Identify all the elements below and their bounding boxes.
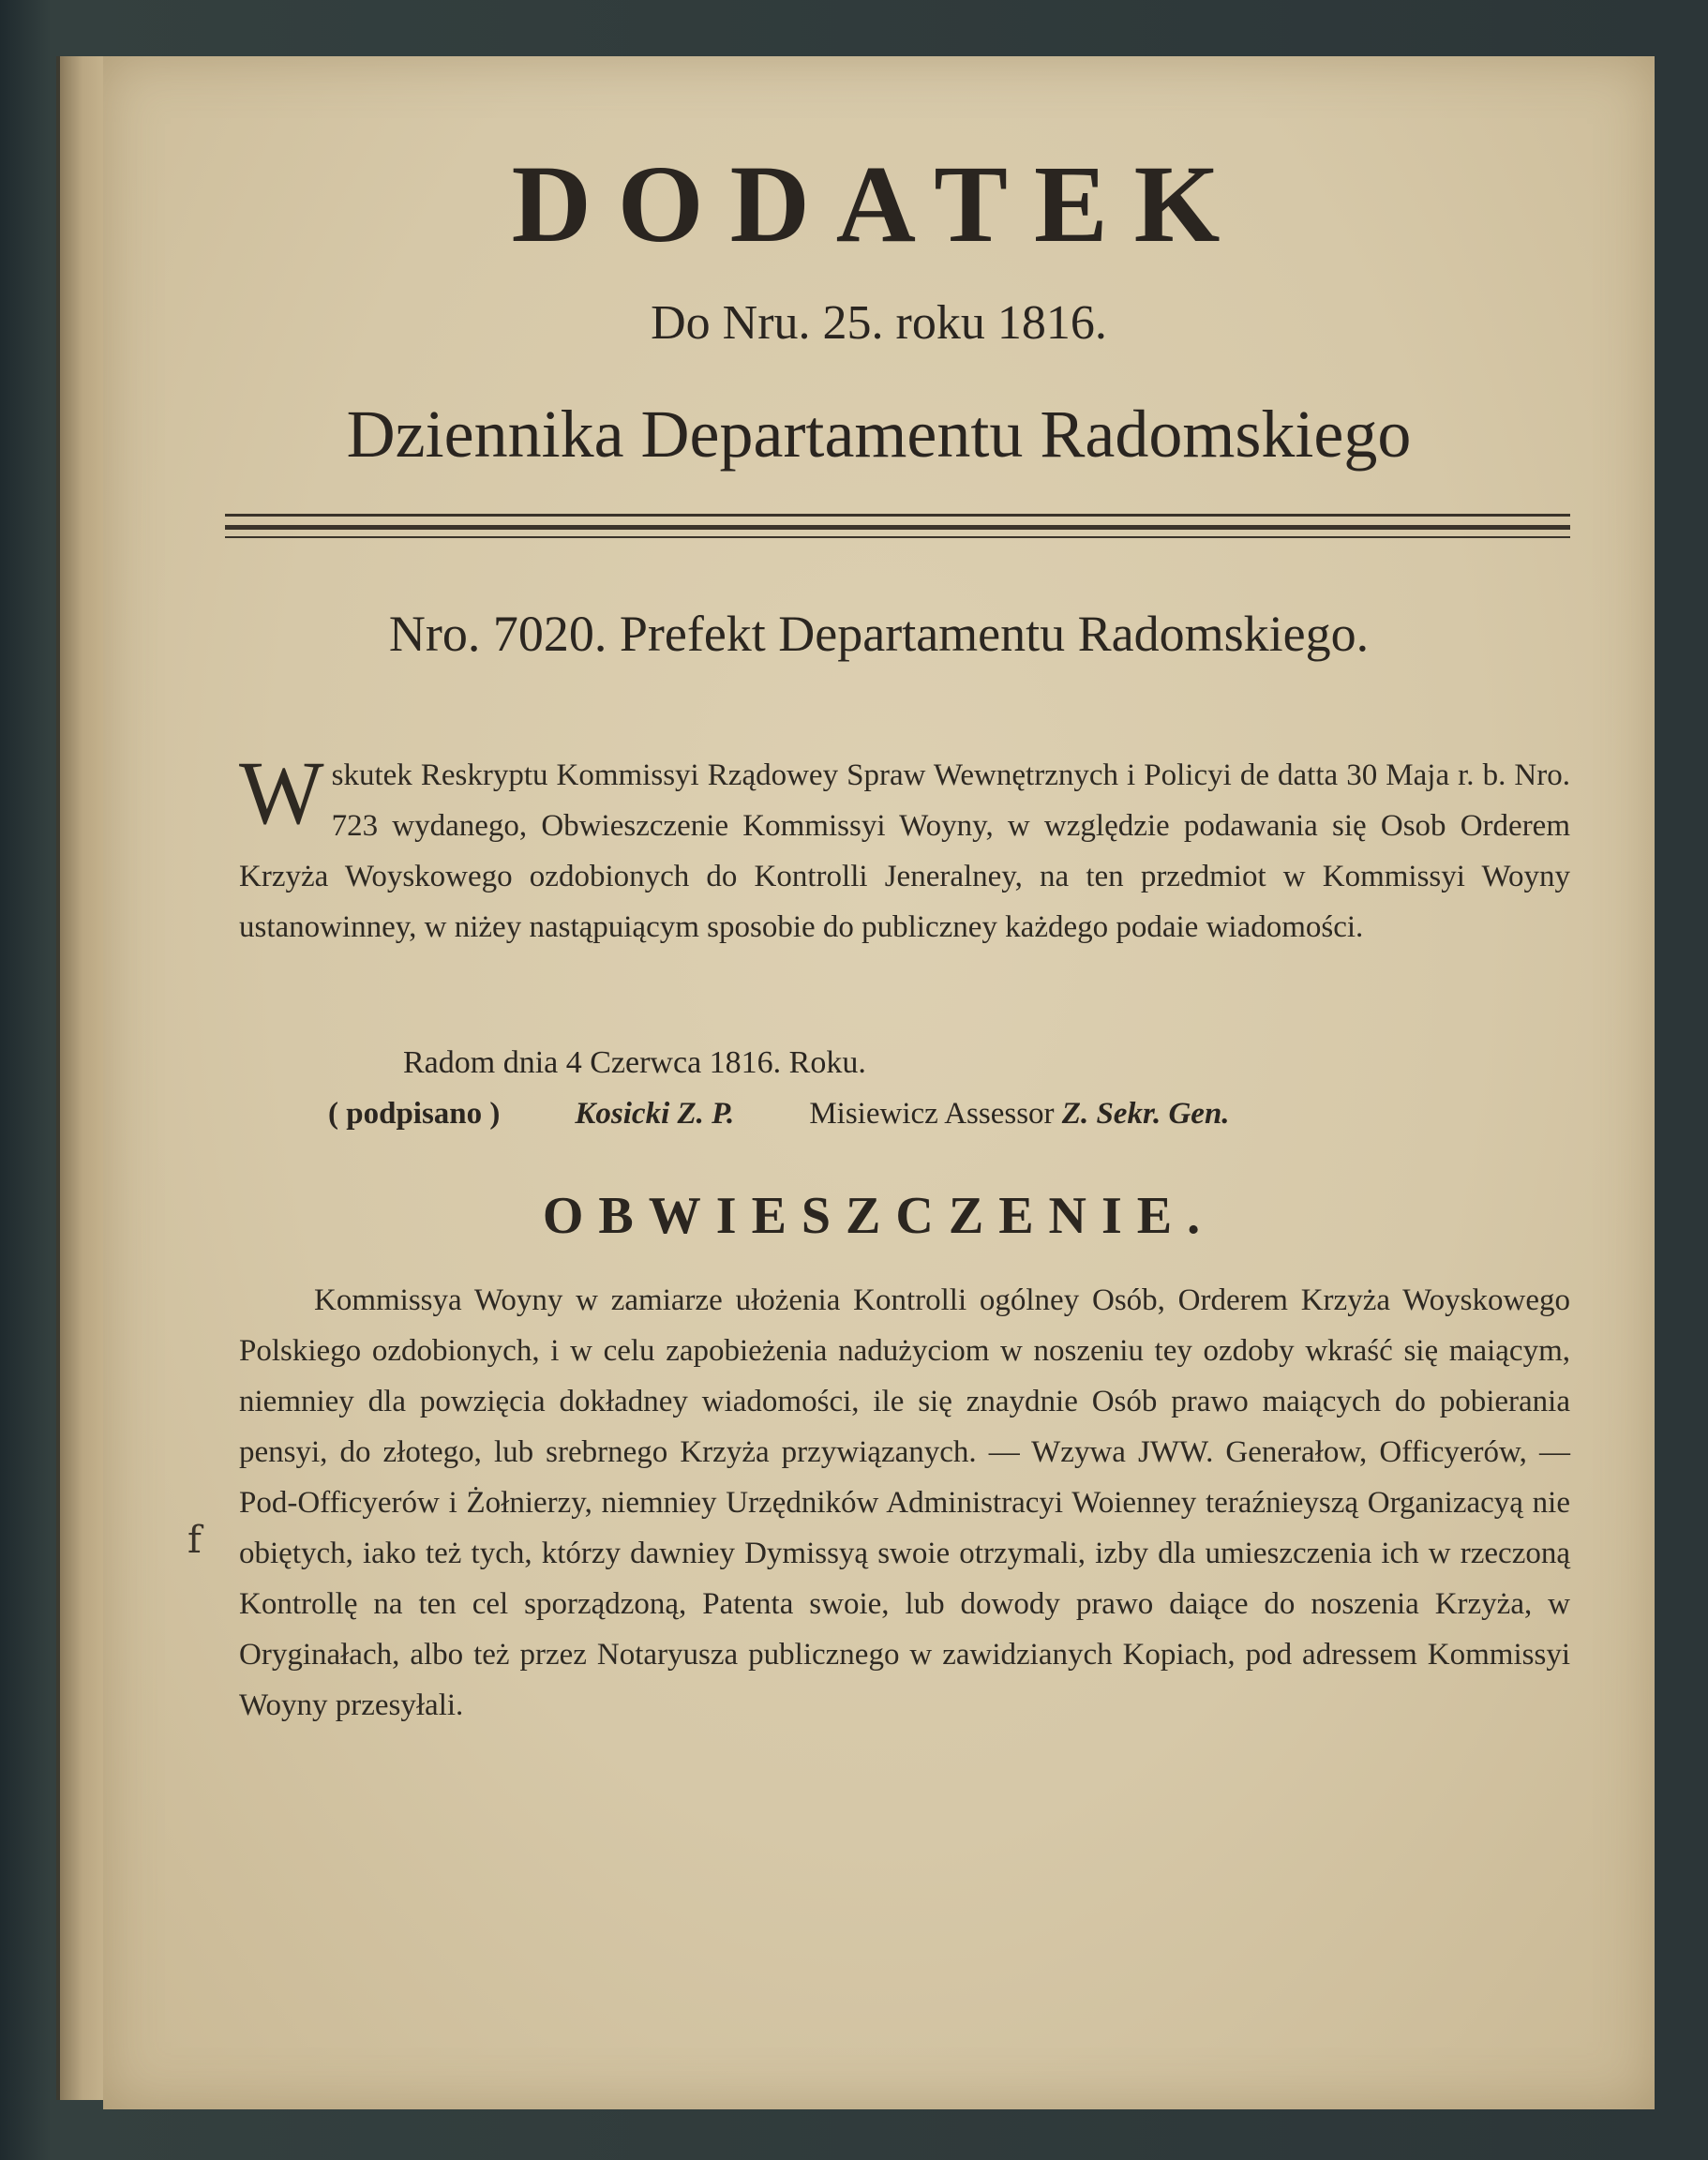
drop-cap: W <box>239 742 324 843</box>
assessor-title: Z. Sekr. Gen. <box>1061 1097 1230 1131</box>
announcement-body: Kommissya Woyny w zamiarze ułożenia Kontrolli ogólney Osób, Orderem Krzyża Woyskowego Polskiego ozdobionych, i w celu zapobieżenia nadużyciom w noszeniu tey ozdoby wkraść się maiącym, niemniey dla powzięcia dokładney wiadomości, ile się znaydnie Osób prawo maiących do pobierania pensyi, do złotego, lub srebrnego Krzyża przywiązanych. — Wzywa JWW. Generałow, Officyerów, — Pod-Officyerów i Żołnierzy, niemniey Urzędników Administracyi Woienney teraźnieyszą Organizacyą nie obiętych, iako też tych, którzy dawniey Dymissyą swoie otrzymali, izby dla umieszczenia ich w rzeczoną Kontrollę na ten cel sporządzoną, Patenta swoie, lub dowody prawo daiące do noszenia Krzyża, w Oryginałach, albo też przez Notaryusza publicznego w zawidzianych Kopiach, pod adressem Kommissyi Woyny przesyłali. <box>239 1283 1570 1722</box>
announcement-title: OBWIESZCZENIE. <box>542 1187 1216 1245</box>
document-page <box>103 56 1655 2109</box>
issue-subtitle: Do Nru. 25. roku 1816. <box>651 296 1107 350</box>
journal-name: Dziennika Departamentu Radomskiego <box>346 397 1412 472</box>
signed-label: ( podpisano ) <box>328 1097 501 1131</box>
header-rule-thin-bottom <box>225 536 1570 538</box>
place-date: Radom dnia 4 Czerwca 1816. Roku. <box>403 1045 866 1080</box>
decree-intro <box>239 742 1570 952</box>
header-rule-thin <box>225 514 1570 517</box>
signer-name: Kosicki Z. P. <box>575 1097 735 1131</box>
decree-intro-text: skutek Reskryptu Kommissyi Rządowey Spraw Wewnętrznych i Policyi de datta 30 Maja r. b. Nro. 723 wydanego, Obwieszczenie Kommissyi Woyny, w względzie podawania się Osob Orderem Krzyża Woyskowego ozdobionych do Kontrolli Jeneralney, na ten przedmiot w Kommissyi Woyny ustanowinney, w niżey nastąpuiącym sposobie do publiczney każdego podaie wiadomości. <box>239 758 1570 944</box>
assessor-name: Misiewicz Assessor <box>809 1097 1055 1131</box>
assessor-block <box>809 1097 1229 1132</box>
decree-header: Nro. 7020. Prefekt Departamentu Radomskiego. <box>388 606 1370 662</box>
document-title: DODATEK <box>511 142 1247 265</box>
margin-mark: f <box>187 1519 202 1562</box>
signature-line <box>328 1097 1594 1132</box>
header-rule-thick <box>225 525 1570 530</box>
